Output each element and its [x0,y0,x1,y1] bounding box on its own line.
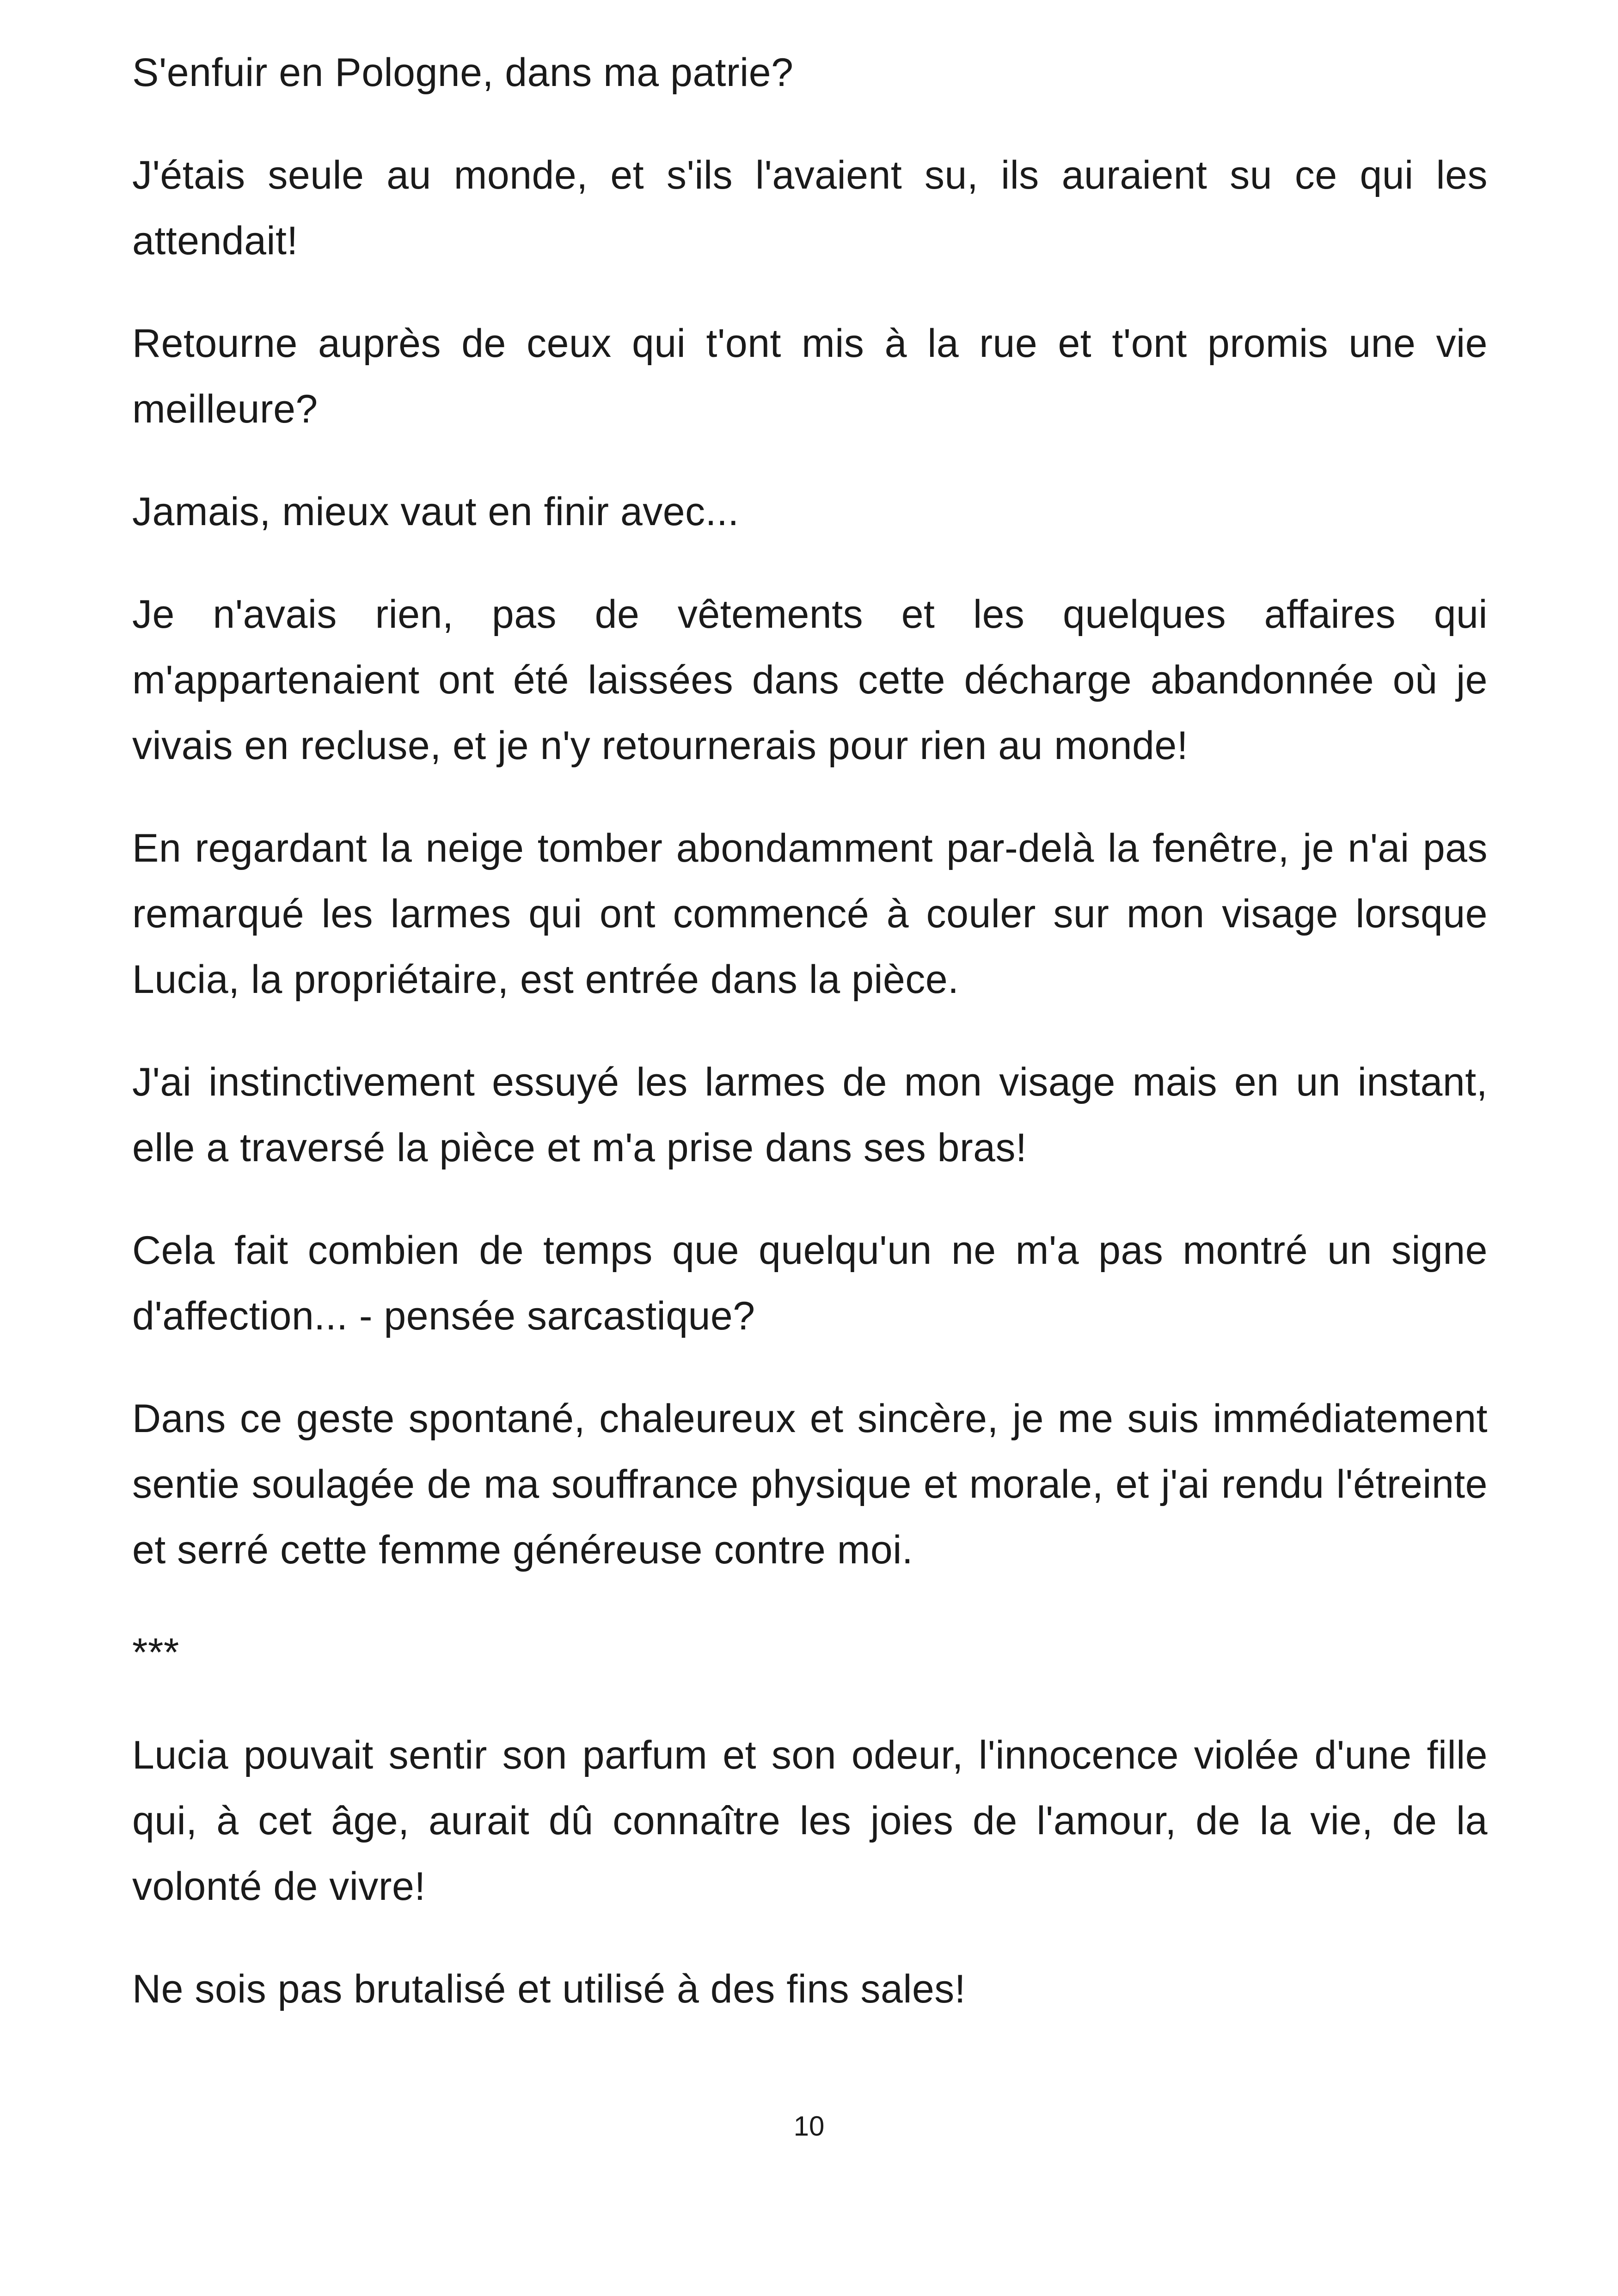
paragraph-1: S'enfuir en Pologne, dans ma patrie? [132,50,794,95]
paragraph-8: Cela fait combien de temps que quelqu'un ne m'a pas montré un signe d'affection... - pensée sarcastique? [132,1228,1488,1338]
paragraph-6: En regardant la neige tomber abondamment par-delà la fenêtre, je n'ai pas remarqué les larmes qui ont commencé à couler sur mon visage lorsque Lucia, la propriétaire, est entrée dans la pièce. [132,826,1488,1002]
scene-break: *** [132,1630,179,1675]
paragraph-5: Je n'avais rien, pas de vêtements et les quelques affaires qui m'appartenaient ont été laissées dans cette décharge abandonnée où je vivais en recluse, et je n'y retournerais pour rien au monde! [132,592,1488,768]
paragraph-10: Lucia pouvait sentir son parfum et son odeur, l'innocence violée d'une fille qui, à cet âge, aurait dû connaître les joies de l'amour, de la vie, de la volonté de vivre! [132,1733,1488,1909]
body-text [132,40,1488,2059]
paragraph-3: Retourne auprès de ceux qui t'ont mis à la rue et t'ont promis une vie meilleure? [132,321,1488,431]
paragraph-2: J'étais seule au monde, et s'ils l'avaient su, ils auraient su ce qui les attendait! [132,153,1488,263]
paragraph-4: Jamais, mieux vaut en finir avec... [132,490,739,534]
paragraph-11: Ne sois pas brutalisé et utilisé à des fins sales! [132,1967,966,2011]
paragraph-9: Dans ce geste spontané, chaleureux et sincère, je me suis immédiatement sentie soulagée de ma souffrance physique et morale, et j'ai rendu l'étreinte et serré cette femme généreuse contre moi. [132,1396,1488,1572]
page-number: 10 [793,2111,825,2142]
paragraph-7: J'ai instinctivement essuyé les larmes de mon visage mais en un instant, elle a traversé la pièce et m'a prise dans ses bras! [132,1060,1488,1170]
